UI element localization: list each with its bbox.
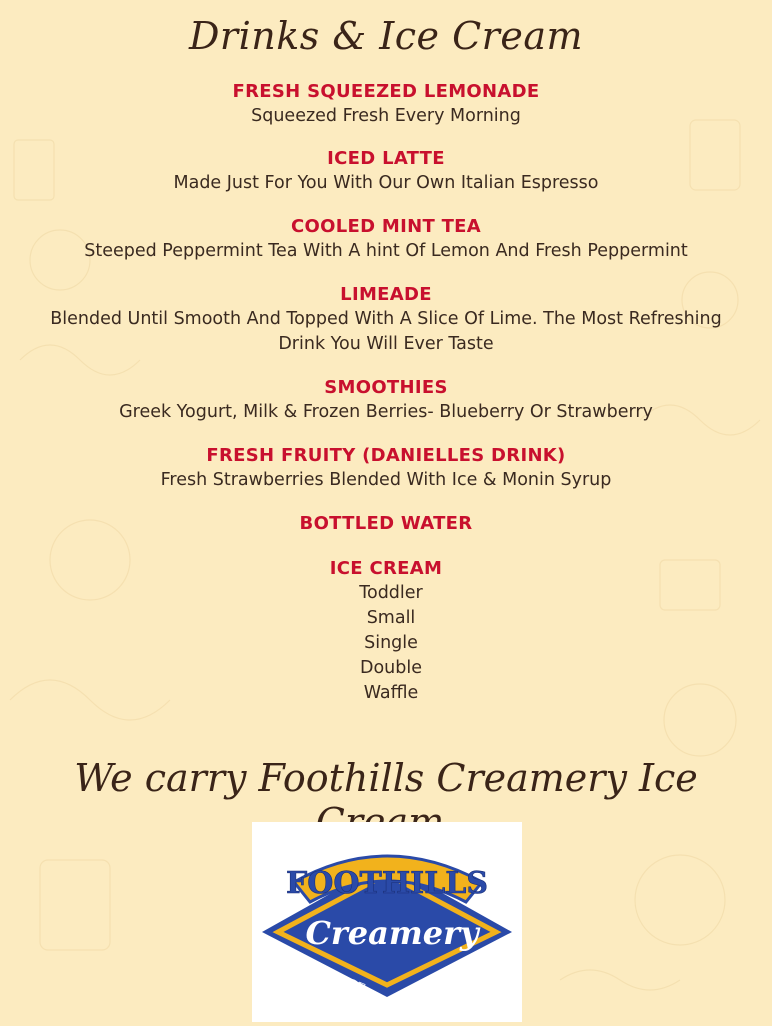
menu-item	[0, 80, 772, 129]
item-description: Drink You Will Ever Taste	[278, 334, 494, 354]
item-description: Blended Until Smooth And Topped With A Slice Of Lime. The Most Refreshing	[50, 309, 722, 329]
ice-cream-size: Small	[366, 608, 416, 628]
ice-cream-size: Single	[364, 633, 418, 653]
menu-item	[0, 444, 772, 493]
ice-cream-size: Double	[359, 658, 422, 678]
item-description: Squeezed Fresh Every Morning	[251, 106, 521, 126]
item-name: ICED LATTE	[327, 148, 445, 169]
item-name: COOLED MINT TEA	[290, 216, 481, 237]
tagline: We carry Foothills Creamery Ice	[74, 756, 698, 800]
menu-title: Drinks & Ice Cream	[188, 14, 584, 58]
item-name: FRESH FRUITY (DANIELLES DRINK)	[206, 445, 566, 466]
menu-list	[0, 80, 772, 706]
logo-brand-script: Creamery	[305, 914, 479, 952]
item-description: Steeped Peppermint Tea With A hint Of Lemon And Fresh Peppermint	[84, 241, 688, 261]
logo-year: 1969	[417, 969, 452, 994]
item-name: BOTTLED WATER	[299, 513, 473, 534]
item-name: LIMEADE	[340, 284, 432, 305]
item-name: FRESH SQUEEZED LEMONADE	[232, 81, 540, 102]
menu-item	[0, 283, 772, 357]
menu-item	[0, 376, 772, 425]
item-name: SMOOTHIES	[324, 377, 448, 398]
ice-cream-size: Toddler	[359, 583, 423, 603]
logo-brand-top: FOOTHILLS	[285, 866, 489, 901]
item-name: ICE CREAM	[329, 558, 443, 579]
item-description: Greek Yogurt, Milk & Frozen Berries- Blueberry Or Strawberry	[119, 402, 653, 422]
ice-cream-size: Waffle	[363, 683, 419, 703]
logo-graphic	[252, 822, 522, 1022]
menu-item	[0, 512, 772, 536]
menu-item	[0, 147, 772, 196]
item-description: Made Just For You With Our Own Italian Espresso	[173, 173, 599, 193]
logo-since: SINCE	[323, 967, 368, 996]
item-description: Fresh Strawberries Blended With Ice & Monin Syrup	[160, 470, 612, 490]
foothills-creamery-logo	[252, 822, 522, 1022]
menu-item	[0, 557, 772, 706]
menu-item	[0, 215, 772, 264]
